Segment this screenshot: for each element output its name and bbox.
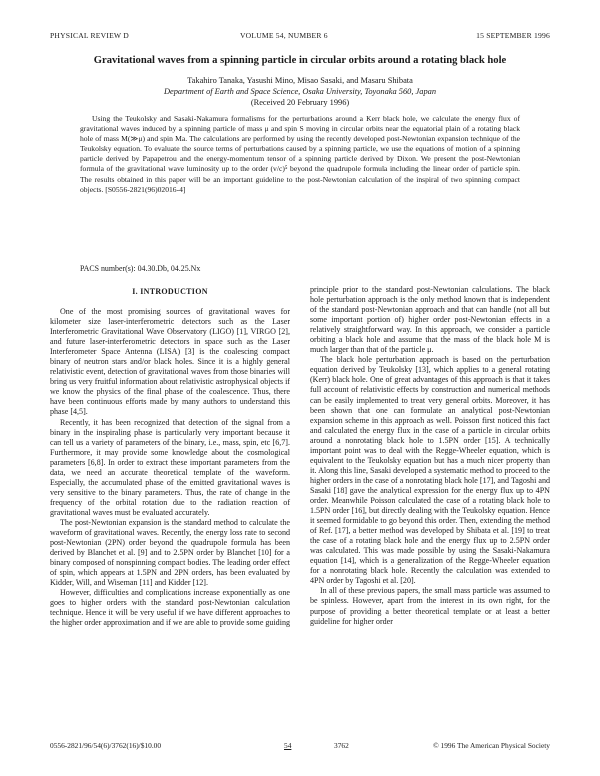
footer-volume: 54: [284, 741, 292, 750]
right-column: [310, 285, 550, 627]
affiliation: Department of Earth and Space Science, Osaka University, Toyonaka 560, Japan: [163, 87, 437, 96]
running-header: [50, 31, 550, 43]
paragraph: Recently, it has been recognized that detection of the signal from a binary in the inspiraling phase is particularly very important because it can tell us a variety of parameters of the binary, i.e., mass, spin, etc [6,7]. Furthermore, it may provide some knowledge about the cosmological parameters [6,8]. In order to extract these important parameters from the data, we need an accurate theoretical template of the waveform. Especially, the accumulated phase of the emitted gravitational waves is very sensitive to the binary parameters. Thus, the rate of change in the frequency of the orbital rotation due to the radiation reaction of gravitational waves must be evaluated accurately.: [50, 417, 290, 517]
page-number: 3762: [334, 741, 349, 750]
article-code: 0556-2821/96/54(6)/3762(16)/$10.00: [50, 741, 162, 750]
received-date: (Received 20 February 1996): [250, 98, 350, 107]
section-heading: I. INTRODUCTION: [132, 287, 208, 296]
author-list: Takahiro Tanaka, Yasushi Mino, Misao Sasaki, and Masaru Shibata: [187, 76, 413, 85]
paragraph: One of the most promising sources of gravitational waves for kilometer size laser-interferometric detectors such as the Laser Interferometric Gravitational Wave Observatory (LIGO) [1], VIRGO [2], and future laser-interferometric detectors in space such as the Laser Interferometer Space Antenna (LISA) [3] is the coalescing compact binary of neutron stars and/or black holes. Since it is a highly general relativistic event, detection of gravitational waves from those binaries will bring us very fruitful information about relativistic astrophysical objects if we know the physics of the final phase of the coalescence. Thus, there have been continuous efforts made by many authors to understand this phase [4,5].: [50, 307, 290, 417]
paragraph: The black hole perturbation approach is based on the perturbation equation derived by Teukolsky [13], which applies to a general rotating (Kerr) black hole. One of great advantages of this approach is that it takes full account of relativistic effects by construction and numerical methods can be easily implemented to treat very general orbits. Moreover, it has been shown that one can formulate an analytical post-Newtonian expansion scheme in this approach as well. Poisson first noticed this fact and calculated the energy flux in the case of a particle in circular orbits around a nonrotating black hole to 1.5PN order [15]. A technically important point was to deal with the Regge-Wheeler equation, which is equivalent to the Teukolsky equation but has a much nicer property than it. Along this line, Sasaki developed a systematic method to proceed to the higher orders in the case of a nonrotating black hole [17], and Tagoshi and Sasaki [18] gave the analytical expression for the energy flux up to 4PN order. Meanwhile Poisson calculated the case of a rotating black hole to 1.5PN order [16], but directly dealing with the Teukolsky equation. Hence it seemed formidable to go beyond this order. Then, extending the method of Ref. [17], a better method was developed by Shibata et al. [19] to treat the case of a rotating black hole and the energy flux up to 2.5PN order was calculated. This was made possible by using the Sasaki-Nakamura equation [14], which is a generalization of the Regge-Wheeler equation for a nonrotating black hole. Recently the calculation was extended to 4PN order by Tagoshi et al. [20].: [310, 355, 550, 586]
volume-number: VOLUME 54, NUMBER 6: [240, 31, 328, 40]
paragraph: The post-Newtonian expansion is the standard method to calculate the waveform of gravitational waves. Recently, the energy loss rate to second post-Newtonian (2PN) order beyond the quadrupole formula has been derived by Blanchet et al. [9] and to 2.5PN order by Blanchet [10] for a binary composed of nonspinning compact bodies. The leading order effect of spin, which appears at 1.5PN and 2PN orders, has been evaluated by Kidder, Will, and Wiseman [11] and Kidder [12].: [50, 517, 290, 588]
paper-title: Gravitational waves from a spinning particle in circular orbits around a rotating black hole: [93, 55, 507, 66]
pacs-numbers: PACS number(s): 04.30.Db, 04.25.Nx: [80, 264, 201, 273]
copyright-notice: © 1996 The American Physical Society: [433, 741, 550, 750]
issue-date: 15 SEPTEMBER 1996: [476, 31, 550, 40]
journal-name: PHYSICAL REVIEW D: [50, 31, 129, 40]
paragraph: However, difficulties and complications increase exponentially as one goes to higher orders with the standard post-Newtonian calculation technique. Hence it will be very useful if we have different approaches to the higher order approximation and if we are able to provide some guiding: [50, 588, 290, 628]
paragraph: principle prior to the standard post-Newtonian calculations. The black hole perturbation approach is the only method known that is independent of the standard post-Newtonian approach and that can handle (not all but some important portion of) higher order post-Newtonian effects in a relatively straightforward way. In this approach, we consider a particle orbiting a black hole and assume that the mass of the black hole M is much larger than that of the particle μ.: [310, 285, 550, 355]
page-footer: [50, 741, 550, 753]
left-column: [50, 287, 290, 629]
abstract: Using the Teukolsky and Sasaki-Nakamura formalisms for the perturbations around a Kerr black hole, we calculate the energy flux of gravitational waves induced by a spinning particle of mass μ and spin S moving in circular orbits near the equatorial plain of a rotating black hole of mass M(≫μ) and spin Ma. The calculations are performed by using the recently developed post-Newtonian expansion technique of the Teukolsky equation. To evaluate the source terms of perturbations caused by a spinning particle, we use the equations of motion of a spinning particle derived by Papapetrou and the energy-momentum tensor of a spinning particle derived by Dixon. We present the post-Newtonian formula of the gravitational wave luminosity up to the order (v/c)⁵ beyond the quadrupole formula including the linear order of particle spin. The results obtained in this paper will be an important guideline to the post-Newtonian calculation of the inspiral of two spinning compact objects. [S0556-2821(96)02016-4]: [80, 114, 520, 194]
paragraph: In all of these previous papers, the small mass particle was assumed to be spinless. However, apart from the interest in its own right, for the purpose of providing a better theoretical template or at least a better guideline for higher order: [310, 586, 550, 626]
